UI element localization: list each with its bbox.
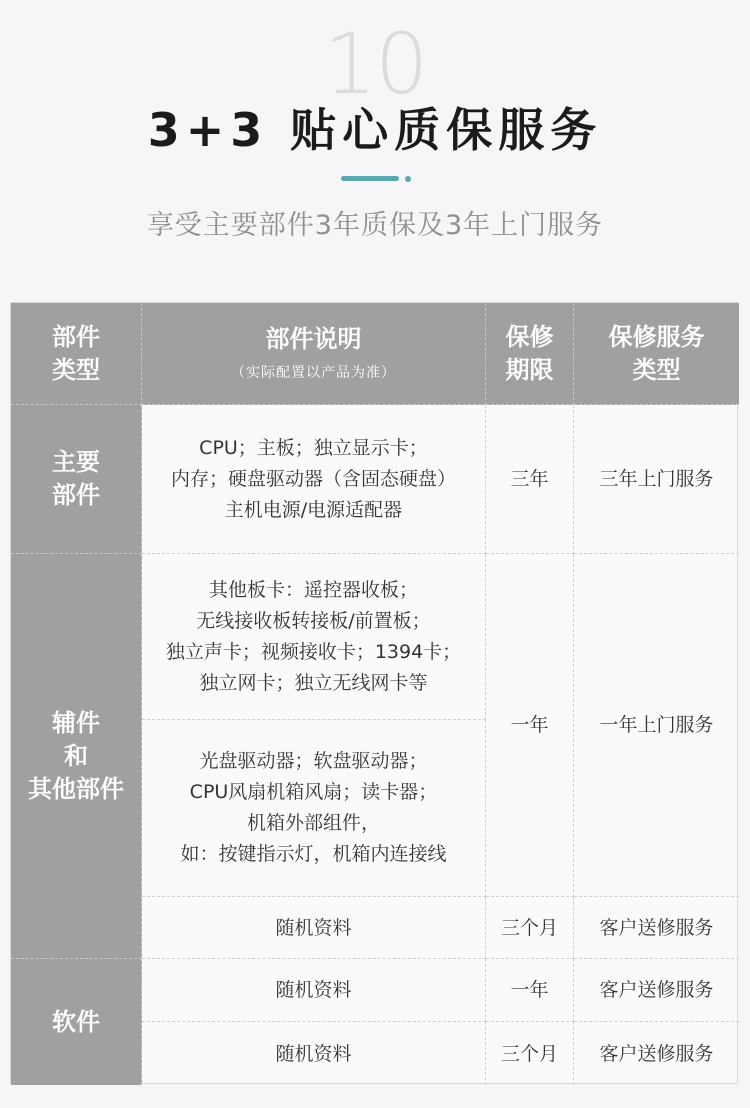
header-part-type-line2: 类型: [52, 355, 100, 384]
aux-parts-desc-2: [142, 720, 486, 897]
main-parts-desc: [142, 405, 486, 554]
title-underline-dot: [405, 176, 411, 182]
header-part-desc-note: （实际配置以产品为准）: [231, 365, 396, 381]
aux1-desc-line1: 其他板卡：遥控器收板；: [208, 578, 418, 601]
software-service-1: 客户送修服务: [574, 959, 739, 1022]
group-aux-line2: 和: [64, 741, 88, 770]
header-warranty-period: [486, 303, 574, 405]
group-main-parts: [11, 405, 142, 554]
software-service-2: 客户送修服务: [599, 1042, 714, 1065]
header-service-type-line2: 类型: [632, 355, 681, 384]
main-desc-line3: 主机电源/电源适配器: [224, 498, 403, 521]
group-aux-line3: 其他部件: [28, 774, 124, 803]
section-number: 10: [323, 15, 427, 113]
header-warranty-period-line1: 保修: [505, 322, 554, 351]
aux-parts-desc-1: [142, 554, 486, 720]
group-aux-line1: 辅件: [52, 708, 100, 737]
group-main-parts-line1: 主要: [52, 448, 100, 476]
header-service-type-line1: 保修服务: [608, 322, 705, 351]
group-aux-parts: [11, 554, 142, 959]
group-software: 软件: [11, 959, 142, 1085]
aux-parts-desc-3: 随机资料: [142, 897, 486, 959]
aux2-desc-line2: CPU风扇机箱风扇；读卡器；: [189, 781, 438, 803]
header-part-type-line1: 部件: [52, 322, 100, 351]
aux-parts-service: 一年上门服务: [574, 554, 739, 897]
header-warranty-period-line2: 期限: [505, 355, 554, 384]
aux-parts-period-3: 三个月: [486, 897, 574, 959]
aux1-desc-line2: 无线接收板转接板/前置板；: [196, 609, 431, 632]
aux-parts-period: 一年: [486, 554, 574, 897]
warranty-table: [10, 302, 738, 1084]
aux-parts-service-3: 客户送修服务: [574, 897, 739, 959]
group-main-parts-line2: 部件: [52, 481, 100, 509]
aux1-desc-line4: 独立网卡；独立无线网卡等: [199, 671, 428, 694]
header-part-desc: [142, 303, 486, 405]
aux1-desc-line3: 独立声卡；视频接收卡；1394卡；: [165, 640, 462, 663]
aux2-desc-line1: 光盘驱动器；软盘驱动器；: [199, 750, 428, 772]
header-service-type: [574, 303, 739, 405]
software-period-2: 三个月: [486, 1022, 574, 1085]
main-parts-service: 三年上门服务: [574, 405, 739, 554]
main-desc-line1: CPU；主板；独立显示卡；: [199, 436, 428, 459]
header-part-type: [11, 303, 142, 405]
software-desc-1: 随机资料: [142, 959, 486, 1022]
main-parts-period: 三年: [486, 405, 574, 554]
page-title: 3+3 贴心质保服务: [147, 103, 603, 157]
title-underline: [341, 176, 399, 181]
main-desc-line2: 内存；硬盘驱动器（含固态硬盘）: [170, 467, 456, 490]
software-period-1: 一年: [486, 959, 574, 1022]
software-desc-2: 随机资料: [142, 1022, 486, 1085]
header-part-desc-label: 部件说明: [265, 325, 362, 353]
aux2-desc-line4: 如：按键指示灯，机箱内连接线: [180, 843, 447, 865]
page-subtitle: 享受主要部件3年质保及3年上门服务: [146, 210, 604, 241]
aux2-desc-line3: 机箱外部组件，: [246, 812, 380, 834]
